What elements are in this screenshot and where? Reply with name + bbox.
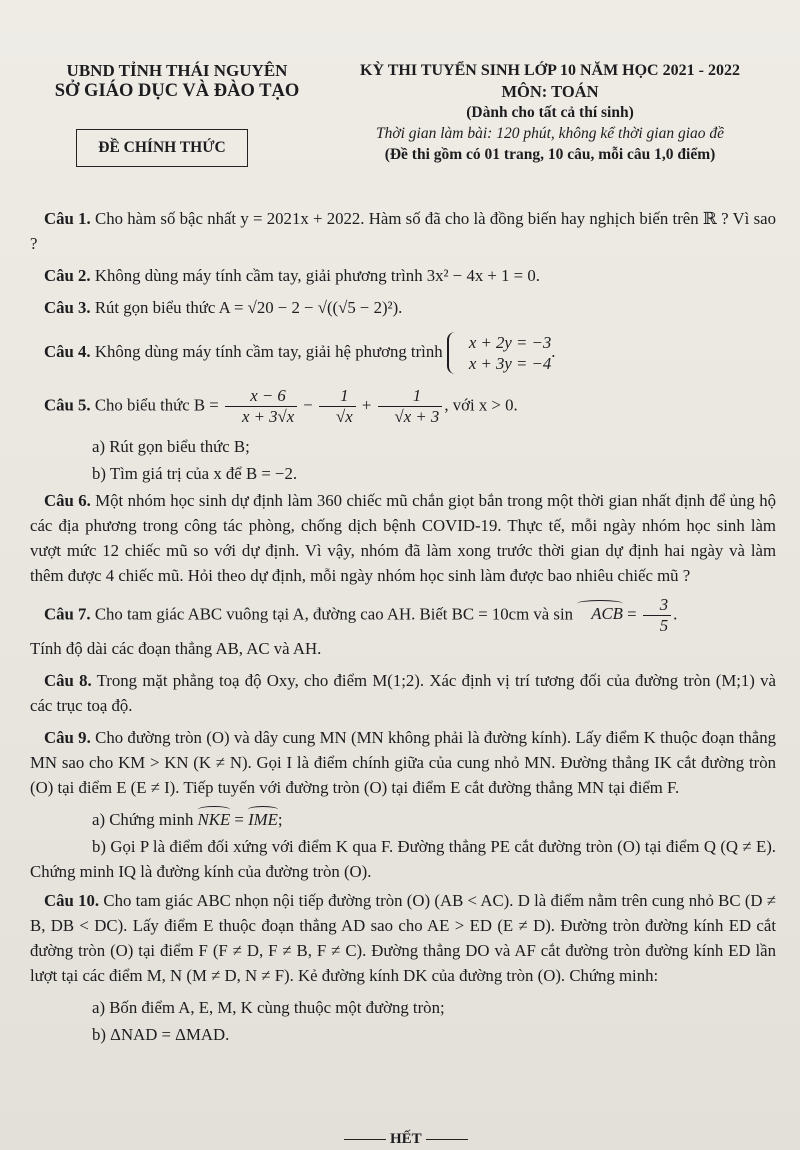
question-label: Câu 5. bbox=[44, 395, 91, 415]
question-label: Câu 6. bbox=[44, 491, 91, 510]
fraction-denominator: x + 3√x bbox=[241, 407, 295, 426]
question-8 bbox=[30, 668, 776, 718]
equation-system bbox=[447, 332, 551, 374]
fraction-1 bbox=[225, 386, 297, 427]
question-label: Câu 7. bbox=[44, 604, 91, 624]
equation-1: x + 2y = −3 bbox=[468, 333, 552, 352]
fraction-numerator: x − 6 bbox=[225, 386, 297, 407]
exam-subject: MÔN: TOÁN bbox=[501, 82, 599, 101]
angle-nke: NKE bbox=[198, 807, 231, 832]
question-text: Cho tam giác ABC nhọn nội tiếp đường tròn (O) (AB < AC). D là điểm nằm trên cung nhỏ BC (D ≠ B, DB < DC). Lấy điểm E thuộc đoạn thẳng AD sao cho AE > ED (E ≠ D). Đường tròn đường kính ED cắt đường tròn (O) tại điểm F (F ≠ D, F ≠ B, F ≠ C). Đường thẳng DO và AF cắt đường tròn đường kính ED lần lượt tại các điểm M, N (M ≠ D, N ≠ F). Kẻ đường kính DK của đường tròn (O). Chứng minh: bbox=[30, 891, 777, 985]
question-9-part-b: b) Gọi P là điểm đối xứng với điểm K qua F. Đường thẳng PE cắt đường tròn (O) tại điểm Q (Q ≠ E). Chứng minh IQ là đường kính của đường tròn (O). bbox=[30, 837, 776, 881]
question-text: Không dùng máy tính cầm tay, giải hệ phương trình bbox=[94, 341, 443, 361]
part-a-text: a) Chứng minh bbox=[92, 810, 194, 829]
question-label: Câu 1. bbox=[44, 209, 91, 228]
fraction-denominator: √x + 3 bbox=[394, 407, 440, 426]
question-7: Câu 7. Cho tam giác ABC vuông tại A, đường cao AH. Biết BC = 10cm và sin ACB = $\frac{3}{5}$ . Tính độ dài các đoạn thẳng AB, AC và AH. bbox=[30, 595, 678, 658]
question-text: Một nhóm học sinh dự định làm 360 chiếc mũ chắn giọt bắn trong một thời gian nhất định để ủng hộ các địa phương trong công tác phòng, chống dịch bệnh COVID-19. Thực tế, mỗi ngày nhóm học sinh làm vượt mức 12 chiếc mũ so với dự định. Vì vậy, nhóm đã làm xong trước thời gian dự định hai ngày và làm thêm được 4 chiếc mũ. Hỏi theo dự định, mỗi ngày nhóm học sinh làm được bao nhiêu chiếc mũ ? bbox=[30, 491, 777, 585]
fraction-numerator: 1 bbox=[319, 386, 356, 407]
question-text: Trong mặt phẳng toạ độ Oxy, cho điểm M(1;2). Xác định vị trí tương đối của đường tròn (M;1) và các trục toạ độ. bbox=[30, 671, 776, 715]
question-list bbox=[30, 206, 776, 1049]
question-text: Cho đường tròn (O) và dây cung MN (MN không phải là đường kính). Lấy điểm K thuộc đoạn thẳng MN sao cho KM > KN (K ≠ N). Gọi I là điểm chính giữa của cung nhỏ MN. Đường thẳng IK cắt đường tròn (O) tại điểm E (E ≠ I). Tiếp tuyến với đường tròn (O) tại điểm E cắt đường thẳng MN tại điểm F. bbox=[30, 728, 776, 797]
end-marker: HẾT bbox=[340, 1131, 472, 1148]
question-1 bbox=[30, 206, 776, 256]
question-9 bbox=[30, 725, 776, 800]
question-6 bbox=[30, 488, 776, 588]
question-10-part-b: b) ΔNAD = ΔMAD. bbox=[92, 1025, 230, 1044]
exam-header bbox=[0, 52, 800, 202]
fraction-denominator: 5 bbox=[659, 616, 669, 635]
question-5: Câu 5. Cho biểu thức B = $\frac{x - 6}{x + 3√x}$ − $\frac{1}{√x}$ + $\frac{1}{√x + 3}$ , với x > 0. bbox=[44, 386, 518, 426]
exam-title: KỲ THI TUYỂN SINH LỚP 10 NĂM HỌC 2021 - 2022 bbox=[360, 62, 740, 79]
question-text-after: , với x > 0. bbox=[444, 395, 518, 415]
exam-note: (Đề thi gồm có 01 trang, 10 câu, mỗi câu 1,0 điểm) bbox=[384, 146, 716, 163]
question-text: Cho hàm số bậc nhất y = 2021x + 2022. Hàm số đã cho là đồng biến hay nghịch biến trên ℝ ? Vì sao ? bbox=[30, 209, 776, 253]
question-10 bbox=[30, 888, 776, 988]
question-9-part-a: a) Chứng minh NKE = IME; bbox=[30, 807, 776, 832]
angle-ime: IME bbox=[248, 807, 278, 832]
org-line-2: SỞ GIÁO DỤC VÀ ĐÀO TẠO bbox=[54, 81, 300, 101]
question-text: Không dùng máy tính cầm tay, giải phương trình 3x² − 4x + 1 = 0. bbox=[94, 266, 540, 285]
equation-2: x + 3y = −4 bbox=[468, 354, 552, 373]
fraction-denominator: √x bbox=[336, 407, 353, 426]
exam-time: Thời gian làm bài: 120 phút, không kể thời gian giao đề bbox=[375, 125, 725, 142]
fraction-numerator: 3 bbox=[643, 595, 671, 616]
question-label: Câu 9. bbox=[44, 728, 91, 747]
question-10-part-a: a) Bốn điểm A, E, M, K cùng thuộc một đường tròn; bbox=[92, 998, 445, 1017]
exam-info bbox=[325, 60, 775, 165]
question-text: Cho biểu thức B = bbox=[94, 395, 219, 415]
question-label: Câu 8. bbox=[44, 671, 92, 690]
question-5-part-a: a) Rút gọn biểu thức B; bbox=[92, 437, 250, 456]
fraction-sin bbox=[643, 595, 671, 636]
issuing-organization bbox=[52, 60, 302, 102]
fraction-2 bbox=[319, 386, 356, 427]
question-label: Câu 4. bbox=[44, 341, 91, 361]
question-label: Câu 3. bbox=[44, 298, 91, 317]
question-text: Cho tam giác ABC vuông tại A, đường cao AH. Biết BC = 10cm và sin bbox=[94, 604, 573, 624]
fraction-3 bbox=[378, 386, 443, 427]
question-2 bbox=[30, 263, 776, 288]
question-text: Rút gọn biểu thức A = √20 − 2 − √((√5 − 2)²). bbox=[94, 298, 403, 317]
question-label: Câu 10. bbox=[44, 891, 100, 910]
org-line-1: UBND TỈNH THÁI NGUYÊN bbox=[66, 61, 288, 80]
question-4: Câu 4. Không dùng máy tính cầm tay, giải hệ phương trình x + 2y = −3 x + 3y = −4 . bbox=[44, 333, 556, 373]
fraction-numerator: 1 bbox=[378, 386, 443, 407]
angle-acb: ACB bbox=[577, 601, 623, 626]
question-5-part-b: b) Tìm giá trị của x để B = −2. bbox=[92, 464, 298, 483]
exam-audience: (Dành cho tất cả thí sinh) bbox=[466, 104, 634, 121]
question-label: Câu 2. bbox=[44, 266, 91, 285]
official-label: ĐỀ CHÍNH THỨC bbox=[76, 129, 248, 167]
question-3 bbox=[30, 295, 776, 320]
question-text-after: Tính độ dài các đoạn thẳng AB, AC và AH. bbox=[30, 639, 322, 658]
